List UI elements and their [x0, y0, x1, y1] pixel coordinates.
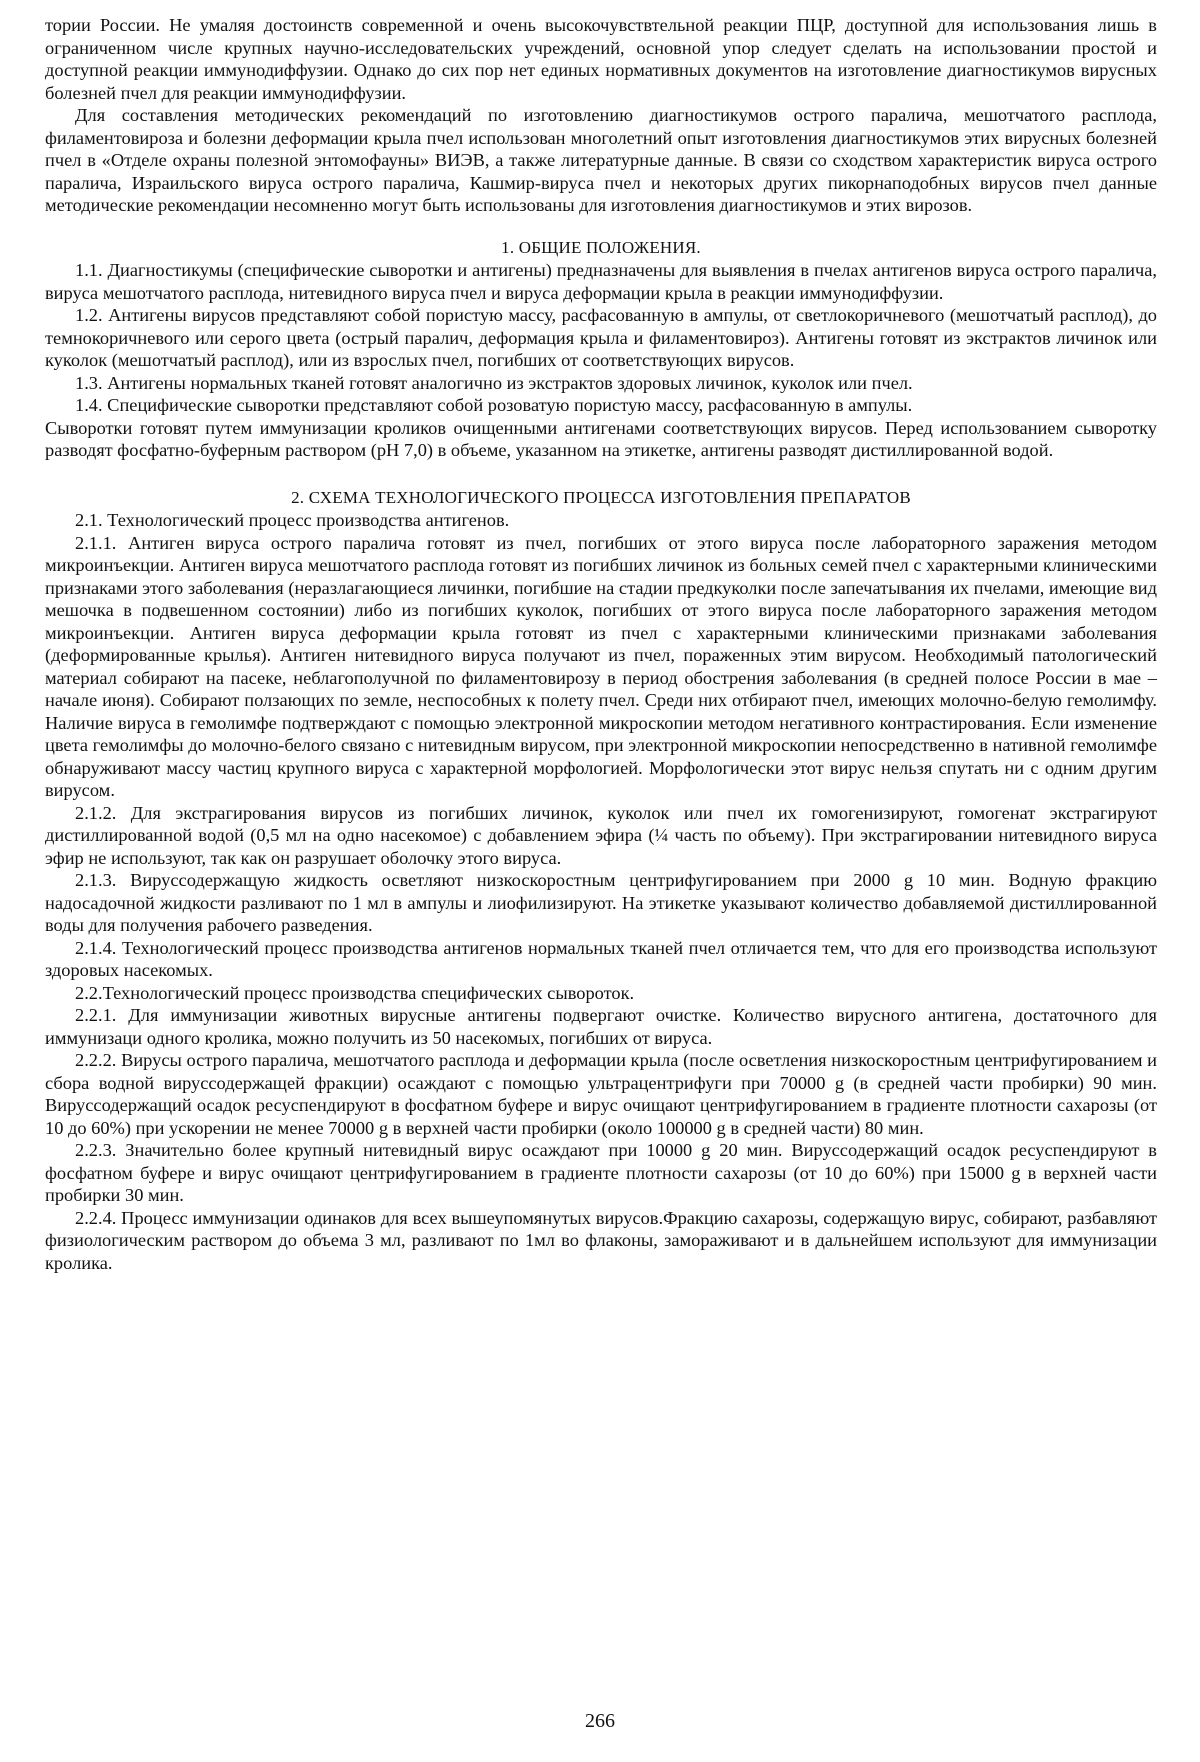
paragraph-1-4-continued: Сыворотки готовят путем иммунизации кроликов очищенными антигенами соответствующих вирусов. Перед использованием сыворотку разводят фосфатно-буферным раствором (pH 7,0) в объеме, указанном на этикетке, антигены разводят дистиллированной водой.	[45, 417, 1157, 460]
paragraph-2-2-3: 2.2.3. Значительно более крупный нитевидный вирус осаждают при 10000 g 20 мин. Вируссодержащий осадок ресуспендируют в фосфатном буфере и вирус очищают центрифугированием в градиенте плотности сахарозы (от 10 до 60%) при 15000 g в верхней части пробирки 30 мин.	[45, 1140, 1157, 1205]
section-heading-general: 1. ОБЩИЕ ПОЛОЖЕНИЯ.	[501, 237, 701, 257]
paragraph-2-1-2: 2.1.2. Для экстрагирования вирусов из погибших личинок, куколок или пчел их гомогенизируют, гомогенат экстрагируют дистиллированной водой (0,5 мл на одно насекомое) с добавлением эфира (¼ часть по объему). При экстрагировании нитевидного вируса эфир не используют, так как он разрушает оболочку этого вируса.	[45, 802, 1157, 868]
paragraph-intro-continuation: тории России. Не умаляя достоинств современной и очень высокочувствтельной реакции ПЦР, доступной для использования лишь в ограниченном числе крупных научно-исследовательских учреждений, основной упор следует сделать на использовании простой и доступной реакции иммунодиффузии. Однако до сих пор нет единых нормативных документов на изготовление диагностикумов вирусных болезней пчел для реакции иммунодиффузии.	[45, 15, 1157, 103]
paragraph-1-3: 1.3. Антигены нормальных тканей готовят аналогично из экстрактов здоровых личинок, куколок или пчел.	[75, 372, 913, 393]
page-number: 266	[585, 1710, 615, 1732]
paragraph-methodology: Для составления методических рекомендаций по изготовлению диагностикумов острого паралича, мешотчатого расплода, филаментовироза и болезни деформации крыла пчел использован многолетний опыт изготовления диагностикумов этих вирусных болезней пчел в «Отделе охраны полезной энтомофауны» ВИЭВ, а также литературные данные. В связи со сходством характеристик вируса острого паралича, Израильского вируса острого паралича, Кашмир-вируса пчел и некоторых других пикорнаподобных вирусов пчел данные методические рекомендации несомненно могут быть использованы для изготовления диагностикумов и этих вирозов.	[45, 105, 1157, 215]
paragraph-2-1-4: 2.1.4. Технологический процесс производства антигенов нормальных тканей пчел отличается тем, что для его производства используют здоровых насекомых.	[45, 937, 1157, 980]
paragraph-2-1-1: 2.1.1. Антиген вируса острого паралича готовят из пчел, погибших от этого вируса после лабораторного заражения методом микроинъекции. Антиген вируса мешотчатого расплода готовят из погибших личинок из больных семей пчел с характерными клиническими признаками этого заболевания (неразлагающиеся личинки, погибшие на стадии предкуколки после запечатывания их пчелами, имеющие вид мешочка в подвешенном состоянии) либо из погибших куколок, погибших от этого вируса после лабораторного заражения методом микроинъекции. Антиген вируса деформации крыла готовят из пчел с характерными клиническими признаками заболевания (деформированные крылья). Антиген нитевидного вируса получают из пчел, пораженных этим вирусом. Необходимый патологический материал собирают на пасеке, неблагополучной по филаментовирозу в период обострения заболевания (в средней полосе России в мае – начале июня). Собирают ползающих по земле, неспособных к полету пчел. Среди них отбирают пчел, имеющих молочно-белую гемолимфу. Наличие вируса в гемолимфе подтверждают с помощью электронной микроскопии методом негативного контрастирования. Если изменение цвета гемолимфы до молочно-белого связано с нитевидным вирусом, при электронной микроскопии непосредственно в нативной гемолимфе обнаруживают массу частиц крупного вируса с характерной морфологией. Морфологически этот вирус нельзя спутать ни с одним другим вирусом.	[45, 532, 1157, 800]
paragraph-1-1: 1.1. Диагностикумы (специфические сыворотки и антигены) предназначены для выявления в пчелах антигенов вируса острого паралича, вируса мешотчатого расплода, нитевидного вируса пчел и вируса деформации крыла в реакции иммунодиффузии.	[45, 260, 1157, 303]
paragraph-2-1-3: 2.1.3. Вируссодержащую жидкость осветляют низкоскоростным центрифугированием при 2000 g 10 мин. Водную фракцию надосадочной жидкости разливают по 1 мл в ампулы и лиофилизируют. На этикетке указывают количество добавляемой дистиллированной воды для получения рабочего разведения.	[45, 870, 1157, 935]
paragraph-1-4: 1.4. Специфические сыворотки представляют собой розоватую пористую массу, расфасованную в ампулы.	[75, 395, 913, 415]
paragraph-2-1: 2.1. Технологический процесс производства антигенов.	[75, 510, 510, 530]
paragraph-2-2-4: 2.2.4. Процесс иммунизации одинаков для всех вышеупомянутых вирусов.Фракцию сахарозы, содержащую вирус, собирают, разбавляют физиологическим раствором до объема 3 мл, разливают по 1мл во флаконы, замораживают и в дальнейшем используют для иммунизации кролика.	[45, 1207, 1157, 1273]
document-page	[45, 14, 1157, 1274]
section-heading-process-scheme: 2. СХЕМА ТЕХНОЛОГИЧЕСКОГО ПРОЦЕССА ИЗГОТОВЛЕНИЯ ПРЕПАРАТОВ	[291, 487, 911, 507]
paragraph-2-2: 2.2.Технологический процесс производства специфических сывороток.	[75, 982, 635, 1003]
paragraph-1-2: 1.2. Антигены вирусов представляют собой пористую массу, расфасованную в ампулы, от светлокоричневого (мешотчатый расплод), до темнокоричневого или серого цвета (острый паралич, деформация крыла и филаментовироз). Антигены готовят из экстрактов личинок или куколок (мешотчатый расплод), или из взрослых пчел, погибших от соответствующих вирусов.	[45, 305, 1157, 370]
paragraph-2-2-1: 2.2.1. Для иммунизации животных вирусные антигены подвергают очистке. Количество вирусного антигена, достаточного для иммунизаци одного кролика, можно получить из 50 насекомых, погибших от вируса.	[45, 1005, 1157, 1048]
paragraph-2-2-2: 2.2.2. Вирусы острого паралича, мешотчатого расплода и деформации крыла (после осветления низкоскоростным центрифугированием и сбора водной вируссодержащей фракции) осаждают с помощью ультрацентрифуги при 70000 g (в средней части пробирки) 90 мин. Вируссодержащий осадок ресуспендируют в фосфатном буфере и вирус очищают центрифугированием в градиенте плотности сахарозы (от 10 до 60%) при ускорении не менее 70000 g в верхней части пробирки (около 100000 g в средней части) 80 мин.	[45, 1050, 1157, 1138]
